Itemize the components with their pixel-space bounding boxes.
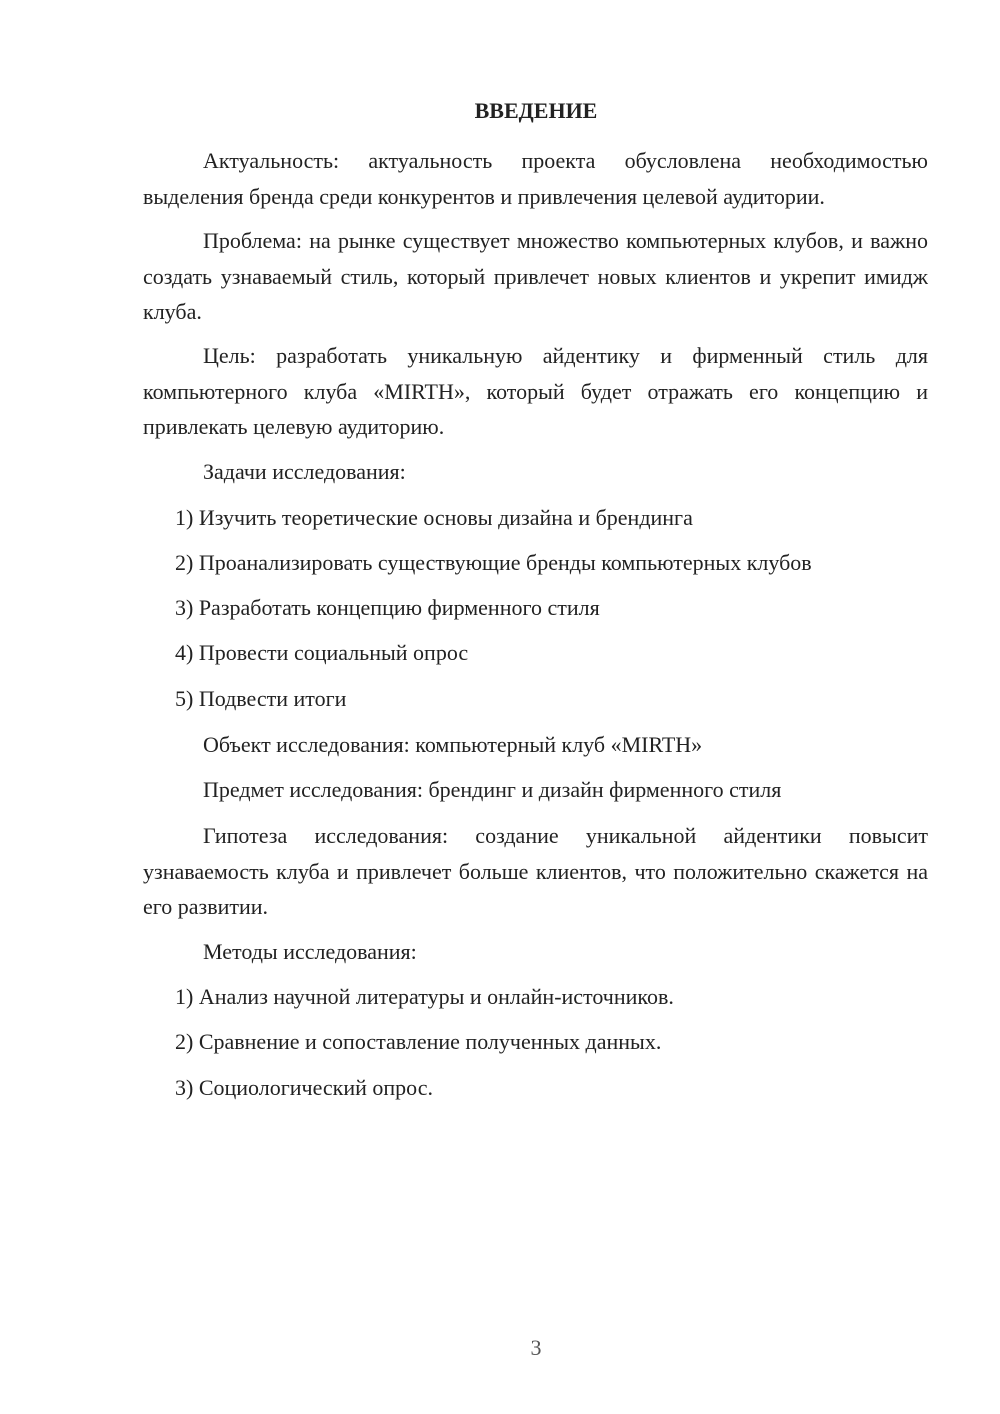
subject-line: Предмет исследования: брендинг и дизайн фирменного стиля xyxy=(203,777,782,802)
hypothesis-paragraph: Гипотеза исследования: создание уникальной айдентики повысит узнаваемость клуба и привлечет больше клиентов, что положительно скажется на его развитии. xyxy=(143,823,928,919)
relevance-paragraph: Актуальность: актуальность проекта обусловлена необходимостью выделения бренда среди конкурентов и привлечения целевой аудитории. xyxy=(143,148,928,209)
task-item-5: 5) Подвести итоги xyxy=(175,686,347,711)
tasks-title: Задачи исследования: xyxy=(203,459,406,484)
methods-title: Методы исследования: xyxy=(203,939,417,964)
task-item-3: 3) Разработать концепцию фирменного стиля xyxy=(175,595,600,620)
method-item-2: 2) Сравнение и сопоставление полученных данных. xyxy=(175,1029,662,1054)
goal-paragraph: Цель: разработать уникальную айдентику и фирменный стиль для компьютерного клуба «MIRTH», который будет отражать его концепцию и привлекать целевую аудиторию. xyxy=(143,343,928,439)
method-item-3: 3) Социологический опрос. xyxy=(175,1075,433,1100)
task-item-4: 4) Провести социальный опрос xyxy=(175,640,469,665)
task-item-1: 1) Изучить теоретические основы дизайна и брендинга xyxy=(175,505,693,530)
task-item-2: 2) Проанализировать существующие бренды компьютерных клубов xyxy=(175,550,812,575)
page-title: ВВЕДЕНИЕ xyxy=(474,98,598,123)
method-item-1: 1) Анализ научной литературы и онлайн-источников. xyxy=(175,984,674,1009)
problem-paragraph: Проблема: на рынке существует множество компьютерных клубов, и важно создать узнаваемый стиль, который привлечет новых клиентов и укрепит имидж клуба. xyxy=(143,228,928,324)
page-number: 3 xyxy=(530,1335,542,1360)
object-line: Объект исследования: компьютерный клуб «MIRTH» xyxy=(203,732,703,757)
